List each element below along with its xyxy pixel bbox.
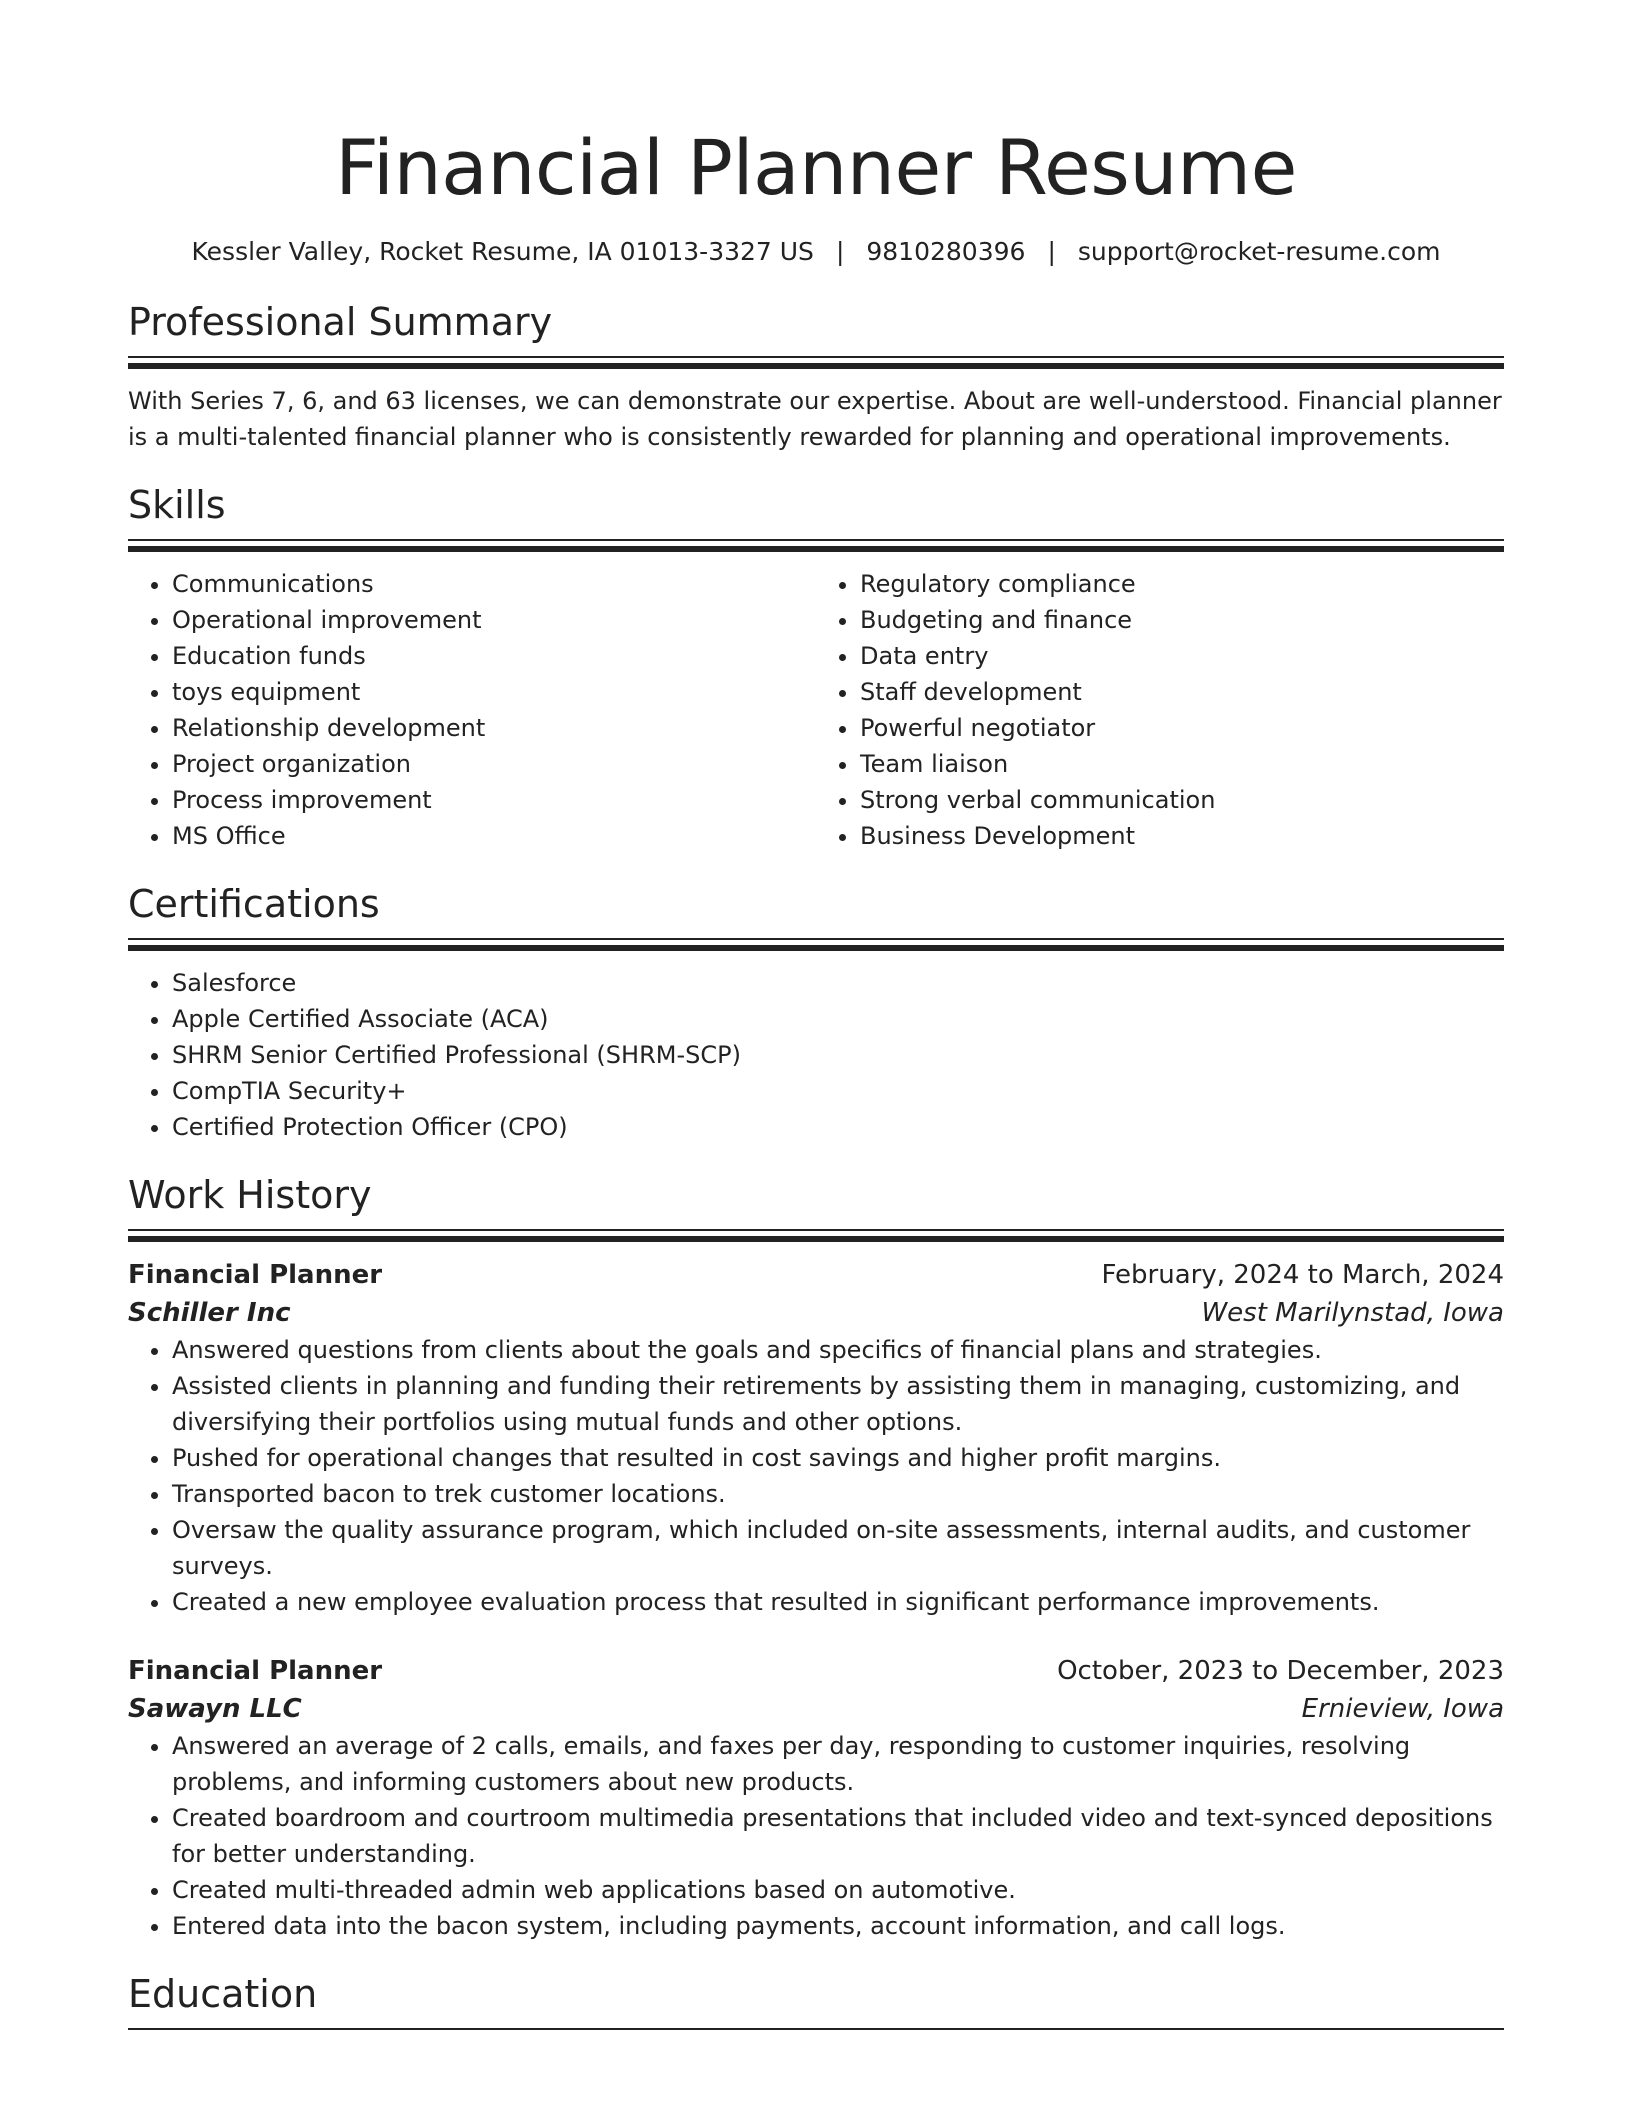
skills-list-left xyxy=(128,566,816,854)
list-item: • SHRM Senior Certified Professional (SHRM-SCP) xyxy=(172,1037,1504,1073)
job-subheader xyxy=(128,1294,1504,1332)
contact-phone: 9810280396 xyxy=(866,237,1026,266)
list-item: • Transported bacon to trek customer locations. xyxy=(172,1476,1504,1512)
list-item: • Certified Protection Officer (CPO) xyxy=(172,1109,1504,1145)
list-item: • Powerful negotiator xyxy=(860,710,1504,746)
section-rule xyxy=(128,539,1504,552)
skills-list-right xyxy=(816,566,1504,854)
list-item: • Operational improvement xyxy=(172,602,816,638)
section-rule xyxy=(128,2028,1504,2030)
contact-separator: | xyxy=(1047,237,1056,266)
job-location: Ernieview, Iowa xyxy=(1301,1694,1504,1724)
contact-address: Kessler Valley, Rocket Resume, IA 01013-3327 US xyxy=(191,237,814,266)
section-heading-education: Education xyxy=(128,1972,318,2016)
summary-section xyxy=(128,298,1504,455)
section-rule xyxy=(128,1229,1504,1242)
list-item: • Strong verbal communication xyxy=(860,782,1504,818)
list-item: • Apple Certified Associate (ACA) xyxy=(172,1001,1504,1037)
job-dates: October, 2023 to December, 2023 xyxy=(1057,1656,1504,1686)
skills-columns xyxy=(128,566,1504,854)
list-item: • Staff development xyxy=(860,674,1504,710)
page-title: Financial Planner Resume xyxy=(335,123,1297,212)
job-header xyxy=(128,1256,1504,1294)
section-heading-summary: Professional Summary xyxy=(128,300,553,344)
section-heading-work-history: Work History xyxy=(128,1173,372,1217)
list-item: • Business Development xyxy=(860,818,1504,854)
certifications-section xyxy=(128,880,1504,1145)
list-item: • toys equipment xyxy=(172,674,816,710)
list-item: • Entered data into the bacon system, including payments, account information, and call logs. xyxy=(172,1908,1504,1944)
list-item: • Data entry xyxy=(860,638,1504,674)
contact-separator: | xyxy=(835,237,845,266)
job-company: Sawayn LLC xyxy=(128,1694,302,1724)
job-location: West Marilynstad, Iowa xyxy=(1201,1298,1504,1328)
list-item: • Communications xyxy=(172,566,816,602)
section-heading-skills: Skills xyxy=(128,483,226,527)
list-item: • MS Office xyxy=(172,818,816,854)
job-company: Schiller Inc xyxy=(128,1298,291,1328)
list-item: • Team liaison xyxy=(860,746,1504,782)
skills-section xyxy=(128,481,1504,854)
section-rule xyxy=(128,356,1504,369)
section-rule xyxy=(128,938,1504,951)
list-item: • Created multi-threaded admin web applications based on automotive. xyxy=(172,1872,1504,1908)
list-item: • Relationship development xyxy=(172,710,816,746)
job-bullets xyxy=(128,1332,1504,1620)
job-bullets xyxy=(128,1728,1504,1944)
list-item: • CompTIA Security+ xyxy=(172,1073,1504,1109)
list-item: • Budgeting and finance xyxy=(860,602,1504,638)
list-item: • Project organization xyxy=(172,746,816,782)
job-title: Financial Planner xyxy=(128,1656,383,1686)
list-item: • Answered questions from clients about the goals and specifics of financial plans and strategies. xyxy=(172,1332,1504,1368)
job-entry xyxy=(128,1256,1504,1620)
list-item: • Oversaw the quality assurance program, which included on-site assessments, internal audits, and customer surveys. xyxy=(172,1512,1504,1584)
work-history-section xyxy=(128,1171,1504,1944)
job-entry xyxy=(128,1652,1504,1944)
contact-line xyxy=(128,234,1504,270)
contact-email[interactable]: support@rocket-resume.com xyxy=(1077,237,1441,266)
job-header xyxy=(128,1652,1504,1690)
list-item: • Created a new employee evaluation process that resulted in significant performance improvements. xyxy=(172,1584,1504,1620)
certifications-list xyxy=(128,965,1504,1145)
list-item: • Process improvement xyxy=(172,782,816,818)
list-item: • Answered an average of 2 calls, emails, and faxes per day, responding to customer inquiries, resolving problems, and informing customers about new products. xyxy=(172,1728,1504,1800)
job-title: Financial Planner xyxy=(128,1260,383,1290)
list-item: • Assisted clients in planning and funding their retirements by assisting them in managing, customizing, and diversifying their portfolios using mutual funds and other options. xyxy=(172,1368,1504,1440)
list-item: • Salesforce xyxy=(172,965,1504,1001)
skills-column-left xyxy=(128,566,816,854)
skills-column-right xyxy=(816,566,1504,854)
list-item: • Education funds xyxy=(172,638,816,674)
job-subheader xyxy=(128,1690,1504,1728)
list-item: • Pushed for operational changes that resulted in cost savings and higher profit margins. xyxy=(172,1440,1504,1476)
list-item: • Regulatory compliance xyxy=(860,566,1504,602)
summary-text: With Series 7, 6, and 63 licenses, we can demonstrate our expertise. About are well-understood. Financial planner is a multi-talented financial planner who is consistently rewarded for planning and operational improvements. xyxy=(128,387,1502,451)
section-heading-certifications: Certifications xyxy=(128,882,380,926)
education-section xyxy=(128,1970,1504,2030)
list-item: • Created boardroom and courtroom multimedia presentations that included video and text-synced depositions for better understanding. xyxy=(172,1800,1504,1872)
job-dates: February, 2024 to March, 2024 xyxy=(1101,1260,1504,1290)
